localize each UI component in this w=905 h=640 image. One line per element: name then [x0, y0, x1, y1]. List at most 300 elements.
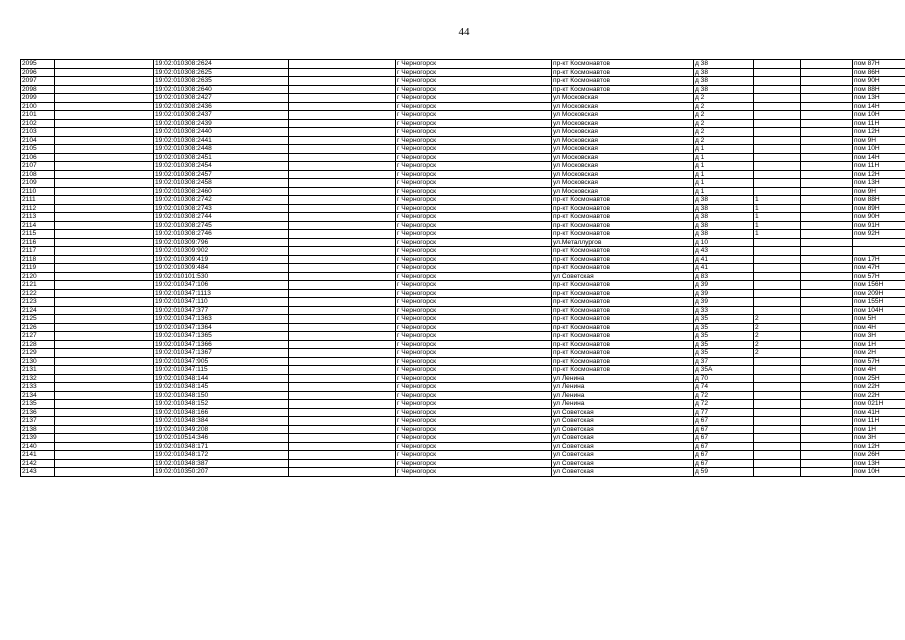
cadastral-number-cell: 19:02:010347:905: [154, 357, 289, 366]
street-cell: пр-кт Космонавтов: [552, 298, 694, 307]
row-number-cell: 2135: [21, 400, 55, 409]
cadastral-number-cell: 19:02:010308:2746: [154, 230, 289, 239]
street-cell: ул Советская: [552, 459, 694, 468]
city-cell: г Черногорск: [396, 153, 552, 162]
city-cell: г Черногорск: [396, 332, 552, 341]
row-number-cell: 2109: [21, 179, 55, 188]
room-cell: пом 10Н: [853, 111, 905, 120]
empty-cell: [801, 400, 853, 409]
empty-cell: [801, 451, 853, 460]
city-cell: г Черногорск: [396, 68, 552, 77]
room-cell: пом 11Н: [853, 417, 905, 426]
table-row: [21, 434, 905, 443]
city-cell: г Черногорск: [396, 77, 552, 86]
house-cell: д 33: [694, 306, 754, 315]
building-cell: [754, 442, 801, 451]
empty-cell: [55, 128, 154, 137]
cadastral-number-cell: 19:02:010308:2457: [154, 170, 289, 179]
room-cell: пом 3Н: [853, 332, 905, 341]
street-cell: пр-кт Космонавтов: [552, 85, 694, 94]
street-cell: ул Советская: [552, 451, 694, 460]
building-cell: [754, 136, 801, 145]
empty-cell: [801, 119, 853, 128]
empty-cell: [801, 221, 853, 230]
empty-cell: [289, 459, 396, 468]
house-cell: д 77: [694, 408, 754, 417]
empty-cell: [801, 111, 853, 120]
table-row: [21, 442, 905, 451]
room-cell: пом 41Н: [853, 408, 905, 417]
cadastral-number-cell: 19:02:010350:207: [154, 468, 289, 477]
empty-cell: [801, 230, 853, 239]
table-row: [21, 119, 905, 128]
house-cell: д 39: [694, 289, 754, 298]
room-cell: пом 17Н: [853, 255, 905, 264]
empty-cell: [55, 238, 154, 247]
table-row: [21, 170, 905, 179]
building-cell: [754, 85, 801, 94]
empty-cell: [55, 315, 154, 324]
empty-cell: [801, 77, 853, 86]
row-number-cell: 2099: [21, 94, 55, 103]
empty-cell: [55, 306, 154, 315]
house-cell: д 72: [694, 391, 754, 400]
cadastral-number-cell: 19:02:010308:2436: [154, 102, 289, 111]
building-cell: 2: [754, 323, 801, 332]
row-number-cell: 2128: [21, 340, 55, 349]
empty-cell: [55, 68, 154, 77]
empty-cell: [55, 272, 154, 281]
city-cell: г Черногорск: [396, 434, 552, 443]
row-number-cell: 2101: [21, 111, 55, 120]
building-cell: [754, 425, 801, 434]
row-number-cell: 2133: [21, 383, 55, 392]
house-cell: д 41: [694, 264, 754, 273]
building-cell: [754, 145, 801, 154]
house-cell: д 41: [694, 255, 754, 264]
empty-cell: [55, 391, 154, 400]
empty-cell: [289, 77, 396, 86]
row-number-cell: 2104: [21, 136, 55, 145]
empty-cell: [801, 383, 853, 392]
house-cell: д 83: [694, 272, 754, 281]
empty-cell: [289, 332, 396, 341]
table-row: [21, 255, 905, 264]
table-row: [21, 272, 905, 281]
cadastral-number-cell: 19:02:010308:2441: [154, 136, 289, 145]
building-cell: [754, 298, 801, 307]
house-cell: д 1: [694, 162, 754, 171]
row-number-cell: 2131: [21, 366, 55, 375]
row-number-cell: 2095: [21, 60, 55, 69]
building-cell: 1: [754, 213, 801, 222]
building-cell: [754, 417, 801, 426]
table-row: [21, 85, 905, 94]
table-row: [21, 451, 905, 460]
room-cell: пом 88Н: [853, 196, 905, 205]
building-cell: 2: [754, 315, 801, 324]
row-number-cell: 2139: [21, 434, 55, 443]
empty-cell: [289, 204, 396, 213]
table-row: [21, 408, 905, 417]
street-cell: пр-кт Космонавтов: [552, 332, 694, 341]
street-cell: пр-кт Космонавтов: [552, 247, 694, 256]
street-cell: ул Ленина: [552, 391, 694, 400]
street-cell: ул Московская: [552, 136, 694, 145]
empty-cell: [55, 170, 154, 179]
row-number-cell: 2127: [21, 332, 55, 341]
empty-cell: [55, 468, 154, 477]
building-cell: [754, 162, 801, 171]
cadastral-number-cell: 19:02:010347:106: [154, 281, 289, 290]
building-cell: [754, 247, 801, 256]
empty-cell: [801, 417, 853, 426]
row-number-cell: 2105: [21, 145, 55, 154]
house-cell: д 35: [694, 349, 754, 358]
street-cell: пр-кт Космонавтов: [552, 60, 694, 69]
empty-cell: [55, 213, 154, 222]
room-cell: пом 209Н: [853, 289, 905, 298]
house-cell: д 10: [694, 238, 754, 247]
cadastral-number-cell: 19:02:010347:1113: [154, 289, 289, 298]
empty-cell: [55, 400, 154, 409]
street-cell: ул Московская: [552, 170, 694, 179]
table-row: [21, 204, 905, 213]
table-row: [21, 238, 905, 247]
table-row: [21, 102, 905, 111]
empty-cell: [801, 204, 853, 213]
building-cell: [754, 468, 801, 477]
building-cell: 1: [754, 204, 801, 213]
empty-cell: [289, 230, 396, 239]
building-cell: [754, 111, 801, 120]
table-row: [21, 323, 905, 332]
empty-cell: [55, 196, 154, 205]
empty-cell: [55, 323, 154, 332]
table-row: [21, 383, 905, 392]
empty-cell: [289, 153, 396, 162]
house-cell: д 38: [694, 68, 754, 77]
city-cell: г Черногорск: [396, 391, 552, 400]
street-cell: пр-кт Космонавтов: [552, 230, 694, 239]
empty-cell: [289, 468, 396, 477]
empty-cell: [801, 153, 853, 162]
street-cell: пр-кт Космонавтов: [552, 281, 694, 290]
cadastral-number-cell: 19:02:010348:152: [154, 400, 289, 409]
table-row: [21, 374, 905, 383]
cadastral-number-cell: 19:02:010308:2742: [154, 196, 289, 205]
house-cell: д 38: [694, 77, 754, 86]
table-row: [21, 289, 905, 298]
house-cell: д 35: [694, 323, 754, 332]
empty-cell: [289, 85, 396, 94]
building-cell: [754, 289, 801, 298]
building-cell: [754, 408, 801, 417]
street-cell: ул Советская: [552, 272, 694, 281]
empty-cell: [801, 145, 853, 154]
city-cell: г Черногорск: [396, 383, 552, 392]
empty-cell: [801, 323, 853, 332]
empty-cell: [801, 68, 853, 77]
empty-cell: [801, 85, 853, 94]
cadastral-number-cell: 19:02:010348:144: [154, 374, 289, 383]
room-cell: пом 12Н: [853, 128, 905, 137]
cadastral-number-cell: 19:02:010308:2448: [154, 145, 289, 154]
house-cell: д 2: [694, 102, 754, 111]
building-cell: [754, 94, 801, 103]
house-cell: д 38: [694, 213, 754, 222]
empty-cell: [289, 145, 396, 154]
building-cell: [754, 400, 801, 409]
room-cell: пом 104Н: [853, 306, 905, 315]
street-cell: ул Советская: [552, 434, 694, 443]
street-cell: пр-кт Космонавтов: [552, 289, 694, 298]
empty-cell: [289, 111, 396, 120]
empty-cell: [55, 179, 154, 188]
empty-cell: [801, 238, 853, 247]
street-cell: ул Московская: [552, 153, 694, 162]
house-cell: д 67: [694, 442, 754, 451]
property-table: [20, 59, 905, 477]
street-cell: пр-кт Космонавтов: [552, 77, 694, 86]
building-cell: 1: [754, 230, 801, 239]
street-cell: ул Советская: [552, 442, 694, 451]
house-cell: д 1: [694, 187, 754, 196]
house-cell: д 67: [694, 425, 754, 434]
empty-cell: [801, 136, 853, 145]
building-cell: [754, 383, 801, 392]
empty-cell: [289, 162, 396, 171]
empty-cell: [801, 332, 853, 341]
building-cell: [754, 187, 801, 196]
building-cell: [754, 374, 801, 383]
cadastral-number-cell: 19:02:010348:172: [154, 451, 289, 460]
building-cell: [754, 60, 801, 69]
row-number-cell: 2111: [21, 196, 55, 205]
cadastral-number-cell: 19:02:010348:387: [154, 459, 289, 468]
city-cell: г Черногорск: [396, 230, 552, 239]
empty-cell: [55, 425, 154, 434]
empty-cell: [801, 298, 853, 307]
empty-cell: [55, 289, 154, 298]
empty-cell: [55, 383, 154, 392]
empty-cell: [289, 315, 396, 324]
empty-cell: [289, 417, 396, 426]
row-number-cell: 2100: [21, 102, 55, 111]
cadastral-number-cell: 19:02:010308:2440: [154, 128, 289, 137]
cadastral-number-cell: 19:02:010348:171: [154, 442, 289, 451]
street-cell: пр-кт Космонавтов: [552, 315, 694, 324]
table-body: [21, 60, 905, 477]
empty-cell: [289, 281, 396, 290]
building-cell: 1: [754, 196, 801, 205]
empty-cell: [801, 94, 853, 103]
cadastral-number-cell: 19:02:010309:484: [154, 264, 289, 273]
table-row: [21, 187, 905, 196]
room-cell: пом 155Н: [853, 298, 905, 307]
row-number-cell: 2124: [21, 306, 55, 315]
cadastral-number-cell: 19:02:010309:419: [154, 255, 289, 264]
empty-cell: [55, 204, 154, 213]
city-cell: г Черногорск: [396, 111, 552, 120]
row-number-cell: 2143: [21, 468, 55, 477]
empty-cell: [801, 102, 853, 111]
cadastral-number-cell: 19:02:010308:2460: [154, 187, 289, 196]
table-row: [21, 281, 905, 290]
city-cell: г Черногорск: [396, 408, 552, 417]
table-row: [21, 391, 905, 400]
empty-cell: [55, 281, 154, 290]
empty-cell: [55, 111, 154, 120]
city-cell: г Черногорск: [396, 196, 552, 205]
empty-cell: [289, 68, 396, 77]
empty-cell: [55, 77, 154, 86]
room-cell: пом 11Н: [853, 119, 905, 128]
page-number: 44: [458, 26, 470, 38]
table-row: [21, 366, 905, 375]
street-cell: ул Московская: [552, 102, 694, 111]
room-cell: пом 12Н: [853, 442, 905, 451]
row-number-cell: 2103: [21, 128, 55, 137]
cadastral-number-cell: 19:02:010308:2624: [154, 60, 289, 69]
table-row: [21, 196, 905, 205]
room-cell: пом 021Н: [853, 400, 905, 409]
cadastral-number-cell: 19:02:010347:1365: [154, 332, 289, 341]
street-cell: ул Московская: [552, 119, 694, 128]
row-number-cell: 2119: [21, 264, 55, 273]
empty-cell: [289, 238, 396, 247]
empty-cell: [289, 366, 396, 375]
table-row: [21, 179, 905, 188]
cadastral-number-cell: 19:02:010308:2454: [154, 162, 289, 171]
house-cell: д 1: [694, 179, 754, 188]
room-cell: пом 4Н: [853, 366, 905, 375]
house-cell: д 38: [694, 230, 754, 239]
cadastral-number-cell: 19:02:010308:2640: [154, 85, 289, 94]
empty-cell: [289, 306, 396, 315]
room-cell: пом 4Н: [853, 323, 905, 332]
building-cell: [754, 391, 801, 400]
empty-cell: [289, 264, 396, 273]
table-row: [21, 459, 905, 468]
empty-cell: [289, 391, 396, 400]
building-cell: [754, 357, 801, 366]
city-cell: г Черногорск: [396, 306, 552, 315]
street-cell: пр-кт Космонавтов: [552, 306, 694, 315]
city-cell: г Черногорск: [396, 451, 552, 460]
street-cell: пр-кт Космонавтов: [552, 68, 694, 77]
empty-cell: [801, 255, 853, 264]
house-cell: д 67: [694, 451, 754, 460]
empty-cell: [55, 60, 154, 69]
cadastral-number-cell: 19:02:010308:2437: [154, 111, 289, 120]
street-cell: ул Московская: [552, 162, 694, 171]
cadastral-number-cell: 19:02:010308:2745: [154, 221, 289, 230]
empty-cell: [289, 340, 396, 349]
city-cell: г Черногорск: [396, 289, 552, 298]
cadastral-number-cell: 19:02:010309:796: [154, 238, 289, 247]
building-cell: [754, 366, 801, 375]
room-cell: пом 26Н: [853, 451, 905, 460]
empty-cell: [289, 221, 396, 230]
street-cell: пр-кт Космонавтов: [552, 323, 694, 332]
empty-cell: [289, 442, 396, 451]
cadastral-number-cell: 19:02:010308:2458: [154, 179, 289, 188]
table-row: [21, 425, 905, 434]
city-cell: г Черногорск: [396, 136, 552, 145]
room-cell: пом 9Н: [853, 187, 905, 196]
cadastral-number-cell: 19:02:010347:115: [154, 366, 289, 375]
empty-cell: [801, 442, 853, 451]
empty-cell: [801, 179, 853, 188]
empty-cell: [55, 145, 154, 154]
room-cell: пом 14Н: [853, 102, 905, 111]
house-cell: д 39: [694, 298, 754, 307]
street-cell: ул Ленина: [552, 400, 694, 409]
city-cell: г Черногорск: [396, 468, 552, 477]
empty-cell: [289, 383, 396, 392]
city-cell: г Черногорск: [396, 298, 552, 307]
empty-cell: [289, 136, 396, 145]
street-cell: пр-кт Космонавтов: [552, 264, 694, 273]
empty-cell: [801, 391, 853, 400]
empty-cell: [289, 451, 396, 460]
street-cell: ул Советская: [552, 425, 694, 434]
city-cell: г Черногорск: [396, 323, 552, 332]
city-cell: г Черногорск: [396, 442, 552, 451]
building-cell: [754, 102, 801, 111]
row-number-cell: 2137: [21, 417, 55, 426]
empty-cell: [801, 264, 853, 273]
empty-cell: [289, 119, 396, 128]
table-row: [21, 230, 905, 239]
house-cell: д 2: [694, 111, 754, 120]
empty-cell: [55, 434, 154, 443]
row-number-cell: 2130: [21, 357, 55, 366]
house-cell: д 2: [694, 119, 754, 128]
empty-cell: [801, 468, 853, 477]
city-cell: г Черногорск: [396, 400, 552, 409]
table-row: [21, 306, 905, 315]
empty-cell: [55, 340, 154, 349]
empty-cell: [55, 374, 154, 383]
house-cell: д 37: [694, 357, 754, 366]
row-number-cell: 2116: [21, 238, 55, 247]
empty-cell: [55, 298, 154, 307]
room-cell: пом 90Н: [853, 213, 905, 222]
empty-cell: [801, 459, 853, 468]
street-cell: пр-кт Космонавтов: [552, 255, 694, 264]
house-cell: д 38: [694, 204, 754, 213]
room-cell: пом 2Н: [853, 349, 905, 358]
house-cell: д 72: [694, 400, 754, 409]
cadastral-number-cell: 19:02:010308:2625: [154, 68, 289, 77]
row-number-cell: 2106: [21, 153, 55, 162]
city-cell: г Черногорск: [396, 204, 552, 213]
table-row: [21, 247, 905, 256]
street-cell: пр-кт Космонавтов: [552, 357, 694, 366]
cadastral-number-cell: 19:02:010347:1366: [154, 340, 289, 349]
room-cell: пом 13Н: [853, 94, 905, 103]
empty-cell: [289, 187, 396, 196]
city-cell: г Черногорск: [396, 238, 552, 247]
empty-cell: [801, 374, 853, 383]
table-row: [21, 153, 905, 162]
empty-cell: [55, 162, 154, 171]
cadastral-number-cell: 19:02:010347:1367: [154, 349, 289, 358]
house-cell: д 35: [694, 315, 754, 324]
building-cell: [754, 170, 801, 179]
